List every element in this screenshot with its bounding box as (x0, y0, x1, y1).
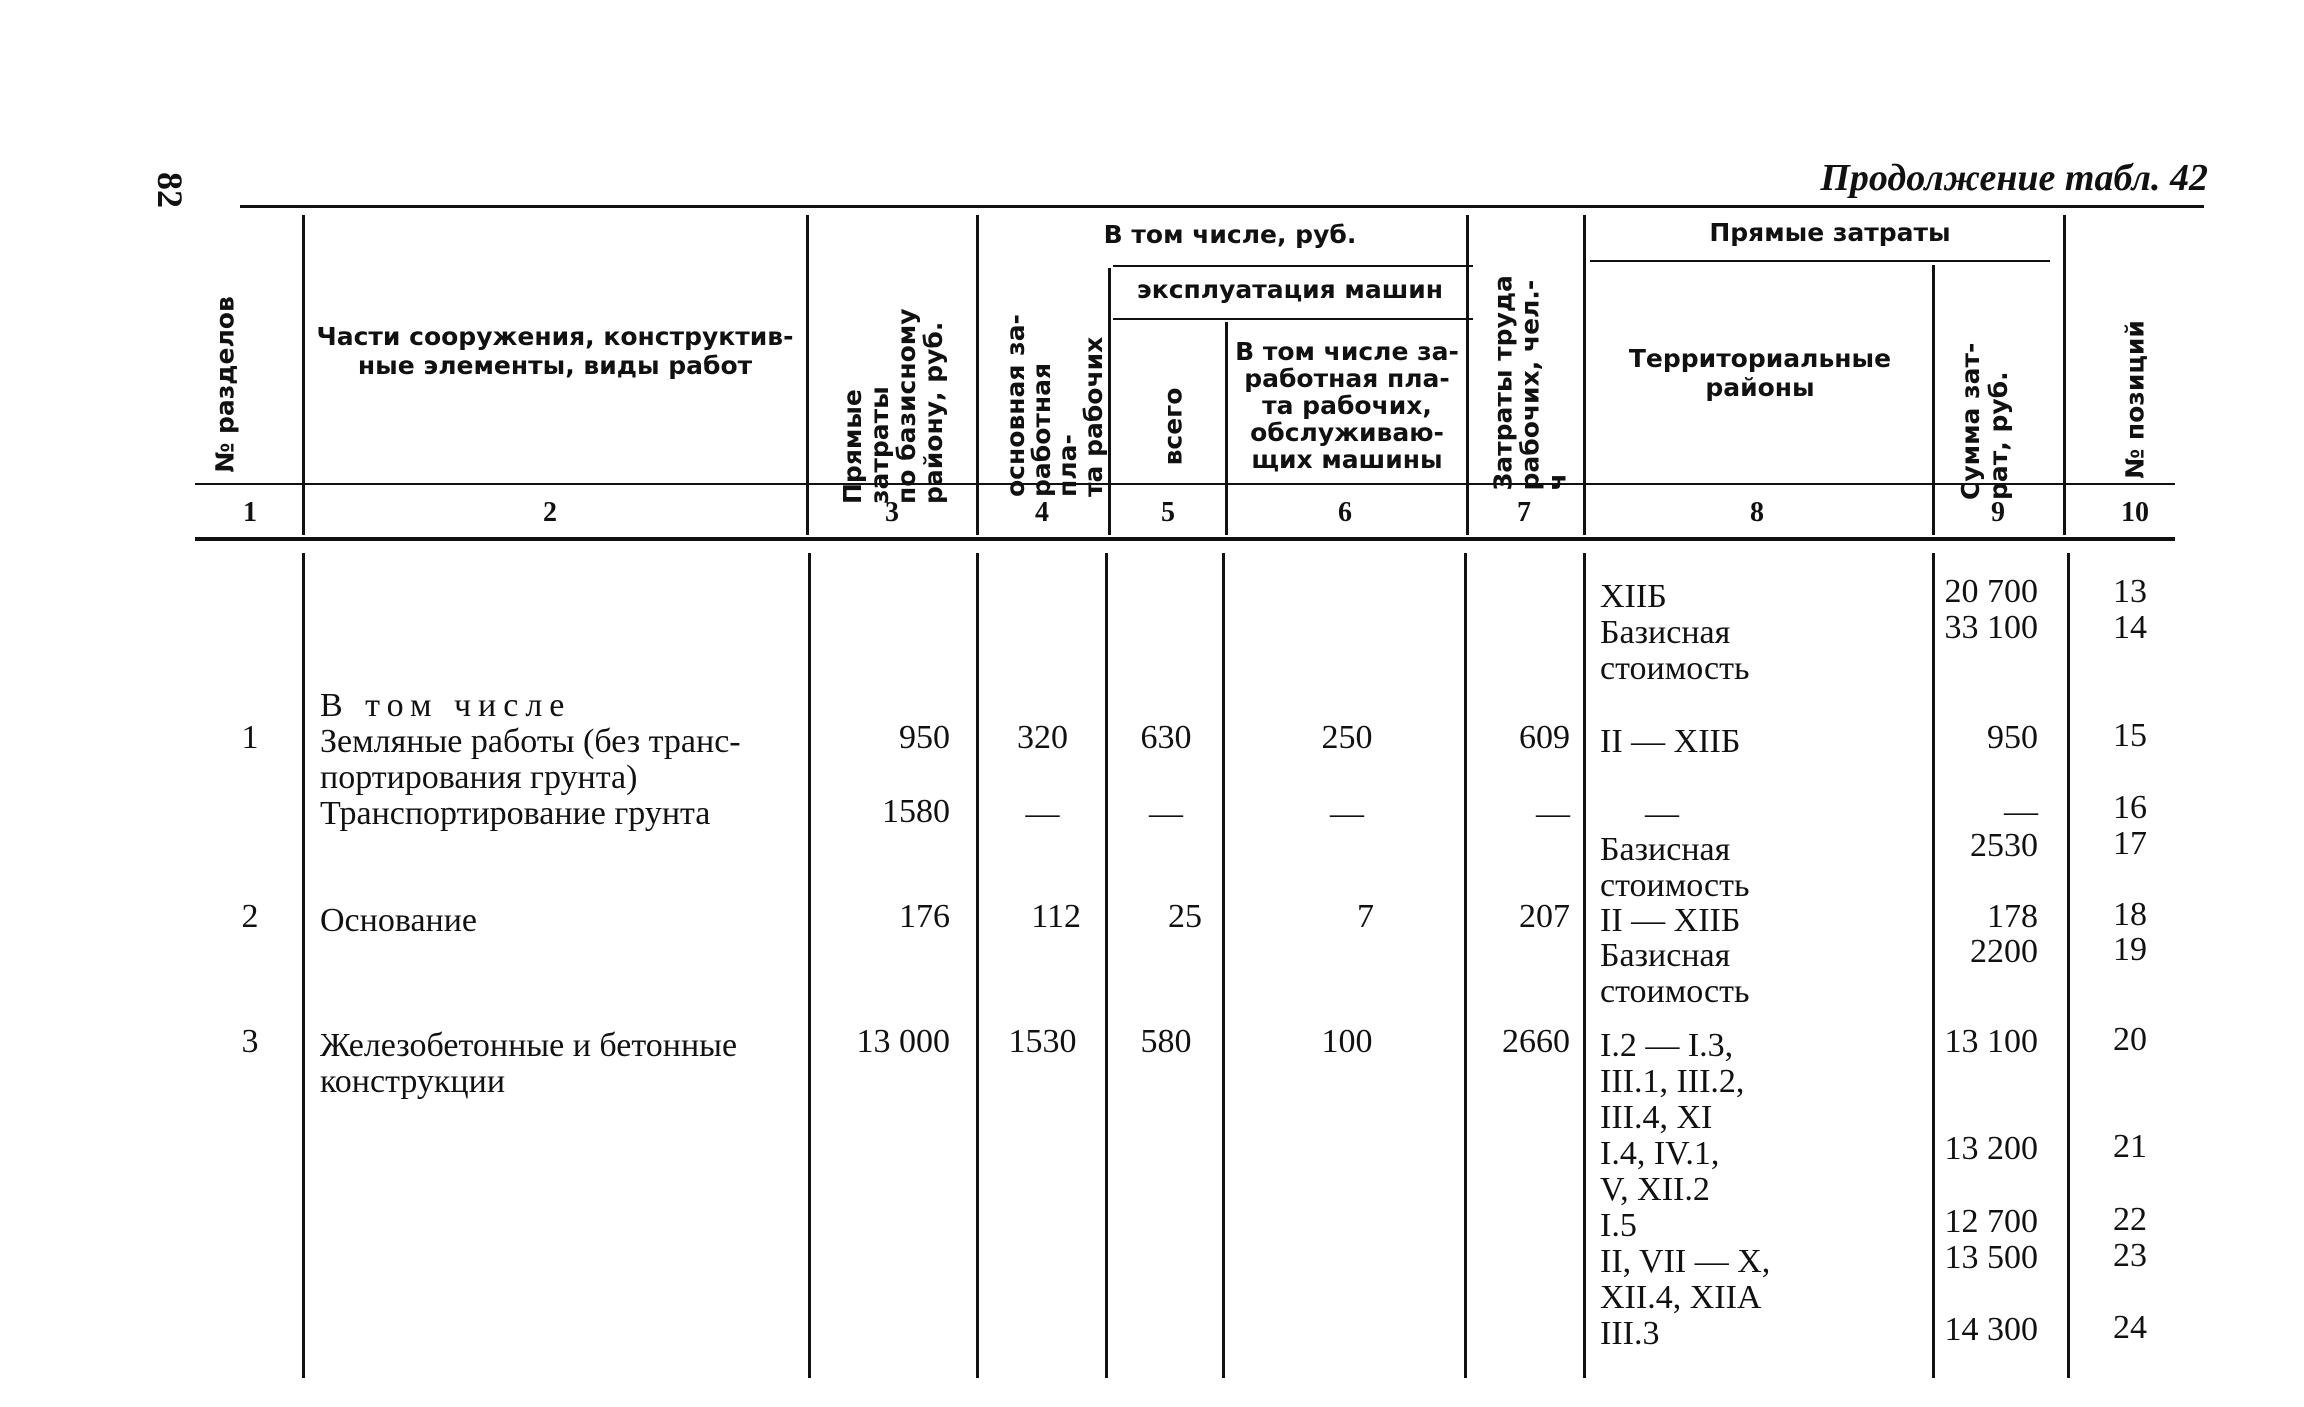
row5-position: 17 (2113, 825, 2147, 862)
row8-work: Железобетонные и бетонные конструкции (320, 1027, 738, 1100)
colnum-6: 6 (1338, 497, 1352, 528)
row3-labor: 609 (1519, 719, 1570, 756)
header-col1: № разделов (210, 296, 240, 473)
vrule-h-2 (806, 215, 809, 535)
row3-section: 1 (241, 719, 259, 756)
row6-sum: 178 (1987, 898, 2038, 935)
header-direct-group: Прямые затраты (1709, 218, 1951, 247)
vrule-h-1 (302, 215, 305, 535)
row6-territory: II — XIIБ (1600, 902, 1741, 939)
row8-territory: I.2 — I.3, III.1, III.2, III.4, XI (1600, 1027, 1745, 1136)
row9-sum: 13 200 (1944, 1130, 2038, 1167)
vrule-h-3 (976, 215, 979, 535)
table-caption: Продолжение табл. 42 (1820, 157, 2208, 199)
row5-sum: 2530 (1970, 827, 2038, 864)
row1-sum: 33 100 (1944, 609, 2038, 646)
row9-territory: I.4, IV.1, V, XII.2 (1600, 1135, 1720, 1208)
row4-territory: — (1645, 795, 1679, 832)
machines-group-rule (1113, 318, 1473, 320)
row3-sum: 950 (1987, 719, 2038, 756)
header-col4: основная за- работная пла- та рабочих (1001, 314, 1108, 497)
row3-machine-wages: 250 (1321, 719, 1373, 756)
row3-direct-base: 950 (899, 719, 950, 756)
row10-territory: I.5 (1600, 1207, 1637, 1244)
colnum-4: 4 (1035, 497, 1049, 528)
row12-territory: III.3 (1600, 1315, 1660, 1352)
row0-position: 13 (2113, 573, 2147, 610)
row4-position: 16 (2113, 789, 2147, 826)
header-incl-group: В том числе, руб. (1103, 220, 1357, 249)
row8-machines-total: 580 (1140, 1023, 1192, 1060)
row10-position: 22 (2113, 1201, 2147, 1238)
direct-group-rule (1590, 260, 2050, 262)
row4-sum: — (2004, 793, 2038, 830)
row4-machines-total: — (1149, 795, 1183, 832)
vrule-h-5 (1225, 322, 1228, 535)
row4-wages: — (1025, 795, 1060, 832)
header-col6: В том числе за- работная пла- та рабочих, обслуживаю- щих машины (1235, 337, 1459, 474)
row7-territory: Базисная стоимость (1600, 937, 1750, 1010)
row7-sum: 2200 (1970, 933, 2038, 970)
vrule-b-6 (1464, 553, 1467, 1378)
row8-sum: 13 100 (1944, 1023, 2038, 1060)
row1-position: 14 (2113, 609, 2147, 646)
vrule-b-3 (976, 553, 979, 1378)
vrule-b-7 (1583, 553, 1586, 1378)
colnum-1: 1 (243, 497, 257, 528)
header-col5: всего (1158, 387, 1188, 466)
row6-direct-base: 176 (899, 898, 950, 935)
colnum-8: 8 (1750, 497, 1764, 528)
row3-position: 15 (2113, 717, 2147, 754)
row8-labor: 2660 (1502, 1023, 1570, 1060)
row11-territory: II, VII — X, XII.4, XIIA (1600, 1243, 1771, 1316)
table-top-rule (240, 205, 2204, 208)
vrule-b-2 (808, 553, 811, 1378)
row7-position: 19 (2113, 931, 2147, 968)
vrule-b-9 (2067, 553, 2070, 1378)
row12-sum: 14 300 (1944, 1311, 2038, 1348)
header-col7: Затраты труда рабочих, чел.-ч (1488, 275, 1572, 491)
colnum-10: 10 (2121, 497, 2149, 528)
header-col8: Территориальные районы (1628, 344, 1892, 402)
colnum-9: 9 (1991, 497, 2005, 528)
row8-machine-wages: 100 (1321, 1023, 1373, 1060)
row11-position: 23 (2113, 1237, 2147, 1274)
row3-machines-total: 630 (1140, 719, 1192, 756)
row9-position: 21 (2113, 1128, 2147, 1165)
row1-territory: Базисная стоимость (1600, 614, 1750, 687)
row4-work: Транспортирование грунта (320, 795, 711, 832)
row6-wages: 112 (1031, 898, 1081, 935)
row6-machine-wages: 7 (1357, 898, 1374, 935)
vrule-h-9 (2063, 215, 2066, 535)
row3-wages: 320 (1017, 719, 1068, 756)
colnum-2: 2 (543, 497, 557, 528)
colnum-bottom-rule (195, 537, 2175, 541)
header-col9: Сумма зат- рат, руб. (1956, 342, 2013, 500)
vrule-h-6 (1466, 215, 1469, 535)
colnum-7: 7 (1517, 497, 1531, 528)
vrule-b-5 (1222, 553, 1225, 1378)
vrule-h-4 (1108, 268, 1111, 535)
row10-sum: 12 700 (1944, 1203, 2038, 1240)
vrule-h-7 (1583, 215, 1586, 535)
vrule-b-1 (302, 553, 305, 1378)
row0-sum: 20 700 (1944, 573, 2038, 610)
colnum-5: 5 (1161, 497, 1175, 528)
row8-wages: 1530 (1008, 1023, 1077, 1060)
row0-territory: XIIБ (1600, 578, 1667, 615)
row8-direct-base: 13 000 (856, 1023, 950, 1060)
header-col10: № позиций (2120, 320, 2150, 479)
row8-position: 20 (2113, 1021, 2147, 1058)
header-col2: Части сооружения, конструктив- ные элементы, виды работ (316, 322, 794, 380)
row4-direct-base: 1580 (882, 793, 950, 830)
row6-position: 18 (2113, 896, 2147, 933)
vrule-h-8 (1932, 265, 1935, 535)
row12-position: 24 (2113, 1309, 2147, 1346)
row6-section: 2 (241, 898, 259, 935)
row6-work: Основание (320, 902, 478, 939)
row5-territory: Базисная стоимость (1600, 831, 1750, 904)
page-number: 82 (150, 172, 190, 208)
row6-machines-total: 25 (1168, 898, 1202, 935)
row8-section: 3 (241, 1023, 259, 1060)
header-machines-group: эксплуатация машин (1136, 275, 1444, 304)
row3-territory: II — XIIБ (1600, 723, 1741, 760)
row3-work: Земляные работы (без транс- портирования грунта) (320, 723, 741, 796)
row4-machine-wages: — (1330, 795, 1364, 832)
header-bottom-rule (195, 483, 2175, 485)
vrule-b-4 (1105, 553, 1108, 1378)
row4-labor: — (1536, 795, 1570, 832)
row11-sum: 13 500 (1944, 1239, 2038, 1276)
header-col3: Прямые затраты по базисному району, руб. (838, 308, 948, 504)
incl-group-rule (1113, 265, 1473, 267)
colnum-3: 3 (885, 497, 899, 528)
row2-subheading: В том числе (320, 687, 572, 724)
row6-labor: 207 (1519, 898, 1570, 935)
